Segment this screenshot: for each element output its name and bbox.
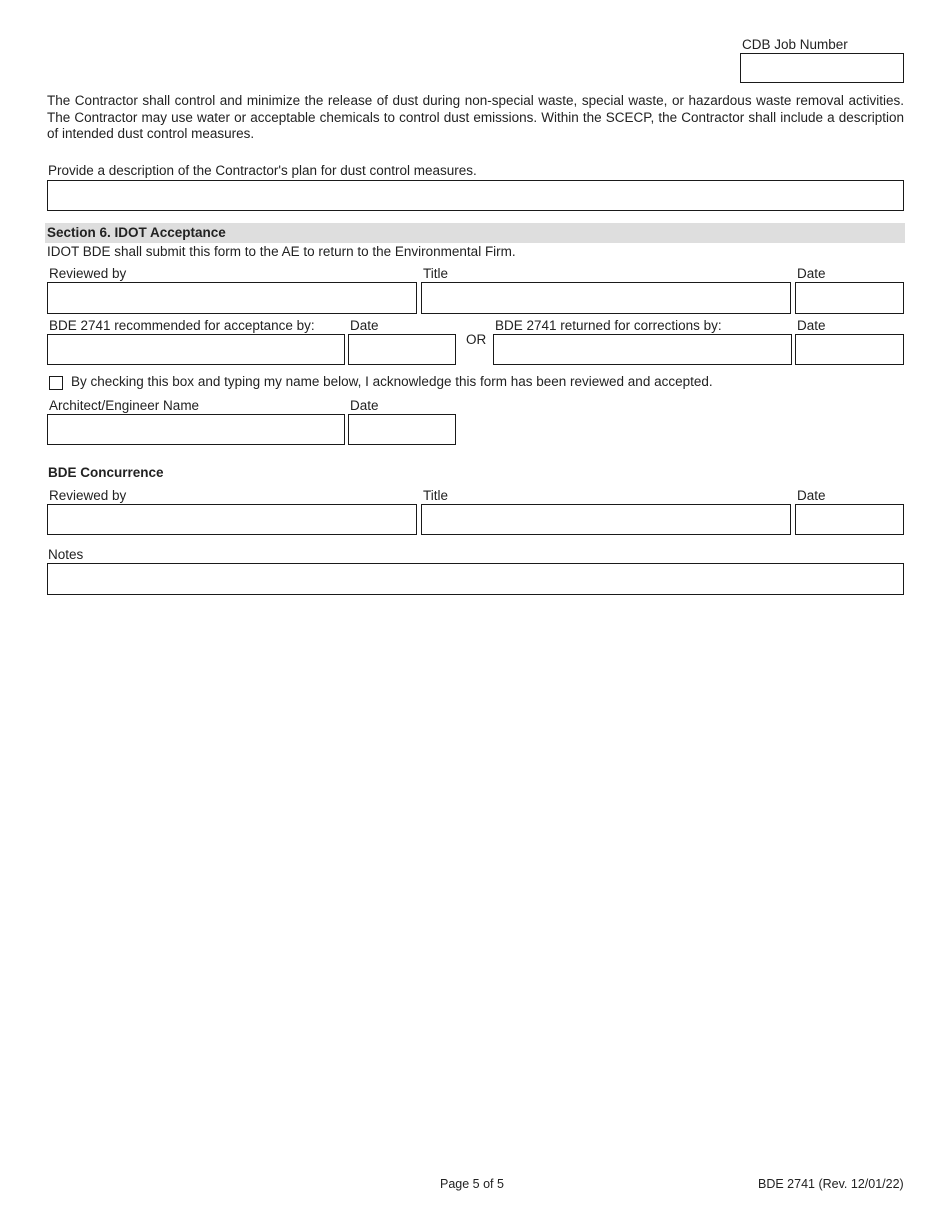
date-input[interactable] (795, 282, 904, 314)
section-6-header (45, 223, 905, 243)
recommended-by-input[interactable] (47, 334, 345, 365)
or-label: OR (466, 332, 487, 347)
section-6-instruction: IDOT BDE shall submit this form to the AE to return to the Environmental Firm. (47, 244, 516, 259)
recommended-date-label: Date (350, 318, 379, 333)
acknowledge-checkbox[interactable] (49, 376, 63, 390)
bde-reviewed-by-input[interactable] (47, 504, 417, 535)
bde-date-input[interactable] (795, 504, 904, 535)
recommended-date-input[interactable] (348, 334, 456, 365)
form-id: BDE 2741 (Rev. 12/01/22) (758, 1177, 904, 1191)
bde-date-label: Date (797, 488, 826, 503)
bde-title-label: Title (423, 488, 449, 503)
reviewed-by-label: Reviewed by (49, 266, 127, 281)
date-label: Date (797, 266, 826, 281)
dust-plan-input[interactable] (47, 180, 904, 211)
title-input[interactable] (421, 282, 791, 314)
ae-name-input[interactable] (47, 414, 345, 445)
dust-plan-label: Provide a description of the Contractor's plan for dust control measures. (48, 163, 477, 178)
returned-date-label: Date (797, 318, 826, 333)
ae-name-label: Architect/Engineer Name (49, 398, 200, 413)
section-6-title: Section 6. IDOT Acceptance (47, 225, 226, 240)
page-number: Page 5 of 5 (440, 1177, 504, 1191)
cdb-job-number-input[interactable] (740, 53, 904, 83)
notes-label: Notes (48, 547, 84, 562)
ae-date-label: Date (350, 398, 379, 413)
bde-reviewed-by-label: Reviewed by (49, 488, 127, 503)
bde-title-input[interactable] (421, 504, 791, 535)
cdb-job-number-label: CDB Job Number (742, 37, 848, 52)
returned-label: BDE 2741 returned for corrections by: (495, 318, 722, 333)
notes-input[interactable] (47, 563, 904, 595)
bde-concurrence-heading: BDE Concurrence (48, 465, 164, 480)
dust-control-paragraph: The Contractor shall control and minimize the release of dust during non-special waste, special waste, or hazardous waste removal activities. The Contractor may use water or acceptable chemicals to control dust emissions. Within the SCECP, the Contractor shall include a description of intended dust control measures. (47, 93, 904, 141)
title-label: Title (423, 266, 449, 281)
reviewed-by-input[interactable] (47, 282, 417, 314)
returned-date-input[interactable] (795, 334, 904, 365)
ae-date-input[interactable] (348, 414, 456, 445)
returned-by-input[interactable] (493, 334, 792, 365)
acknowledge-text: By checking this box and typing my name below, I acknowledge this form has been reviewed and accepted. (71, 374, 713, 389)
recommended-label: BDE 2741 recommended for acceptance by: (49, 318, 315, 333)
